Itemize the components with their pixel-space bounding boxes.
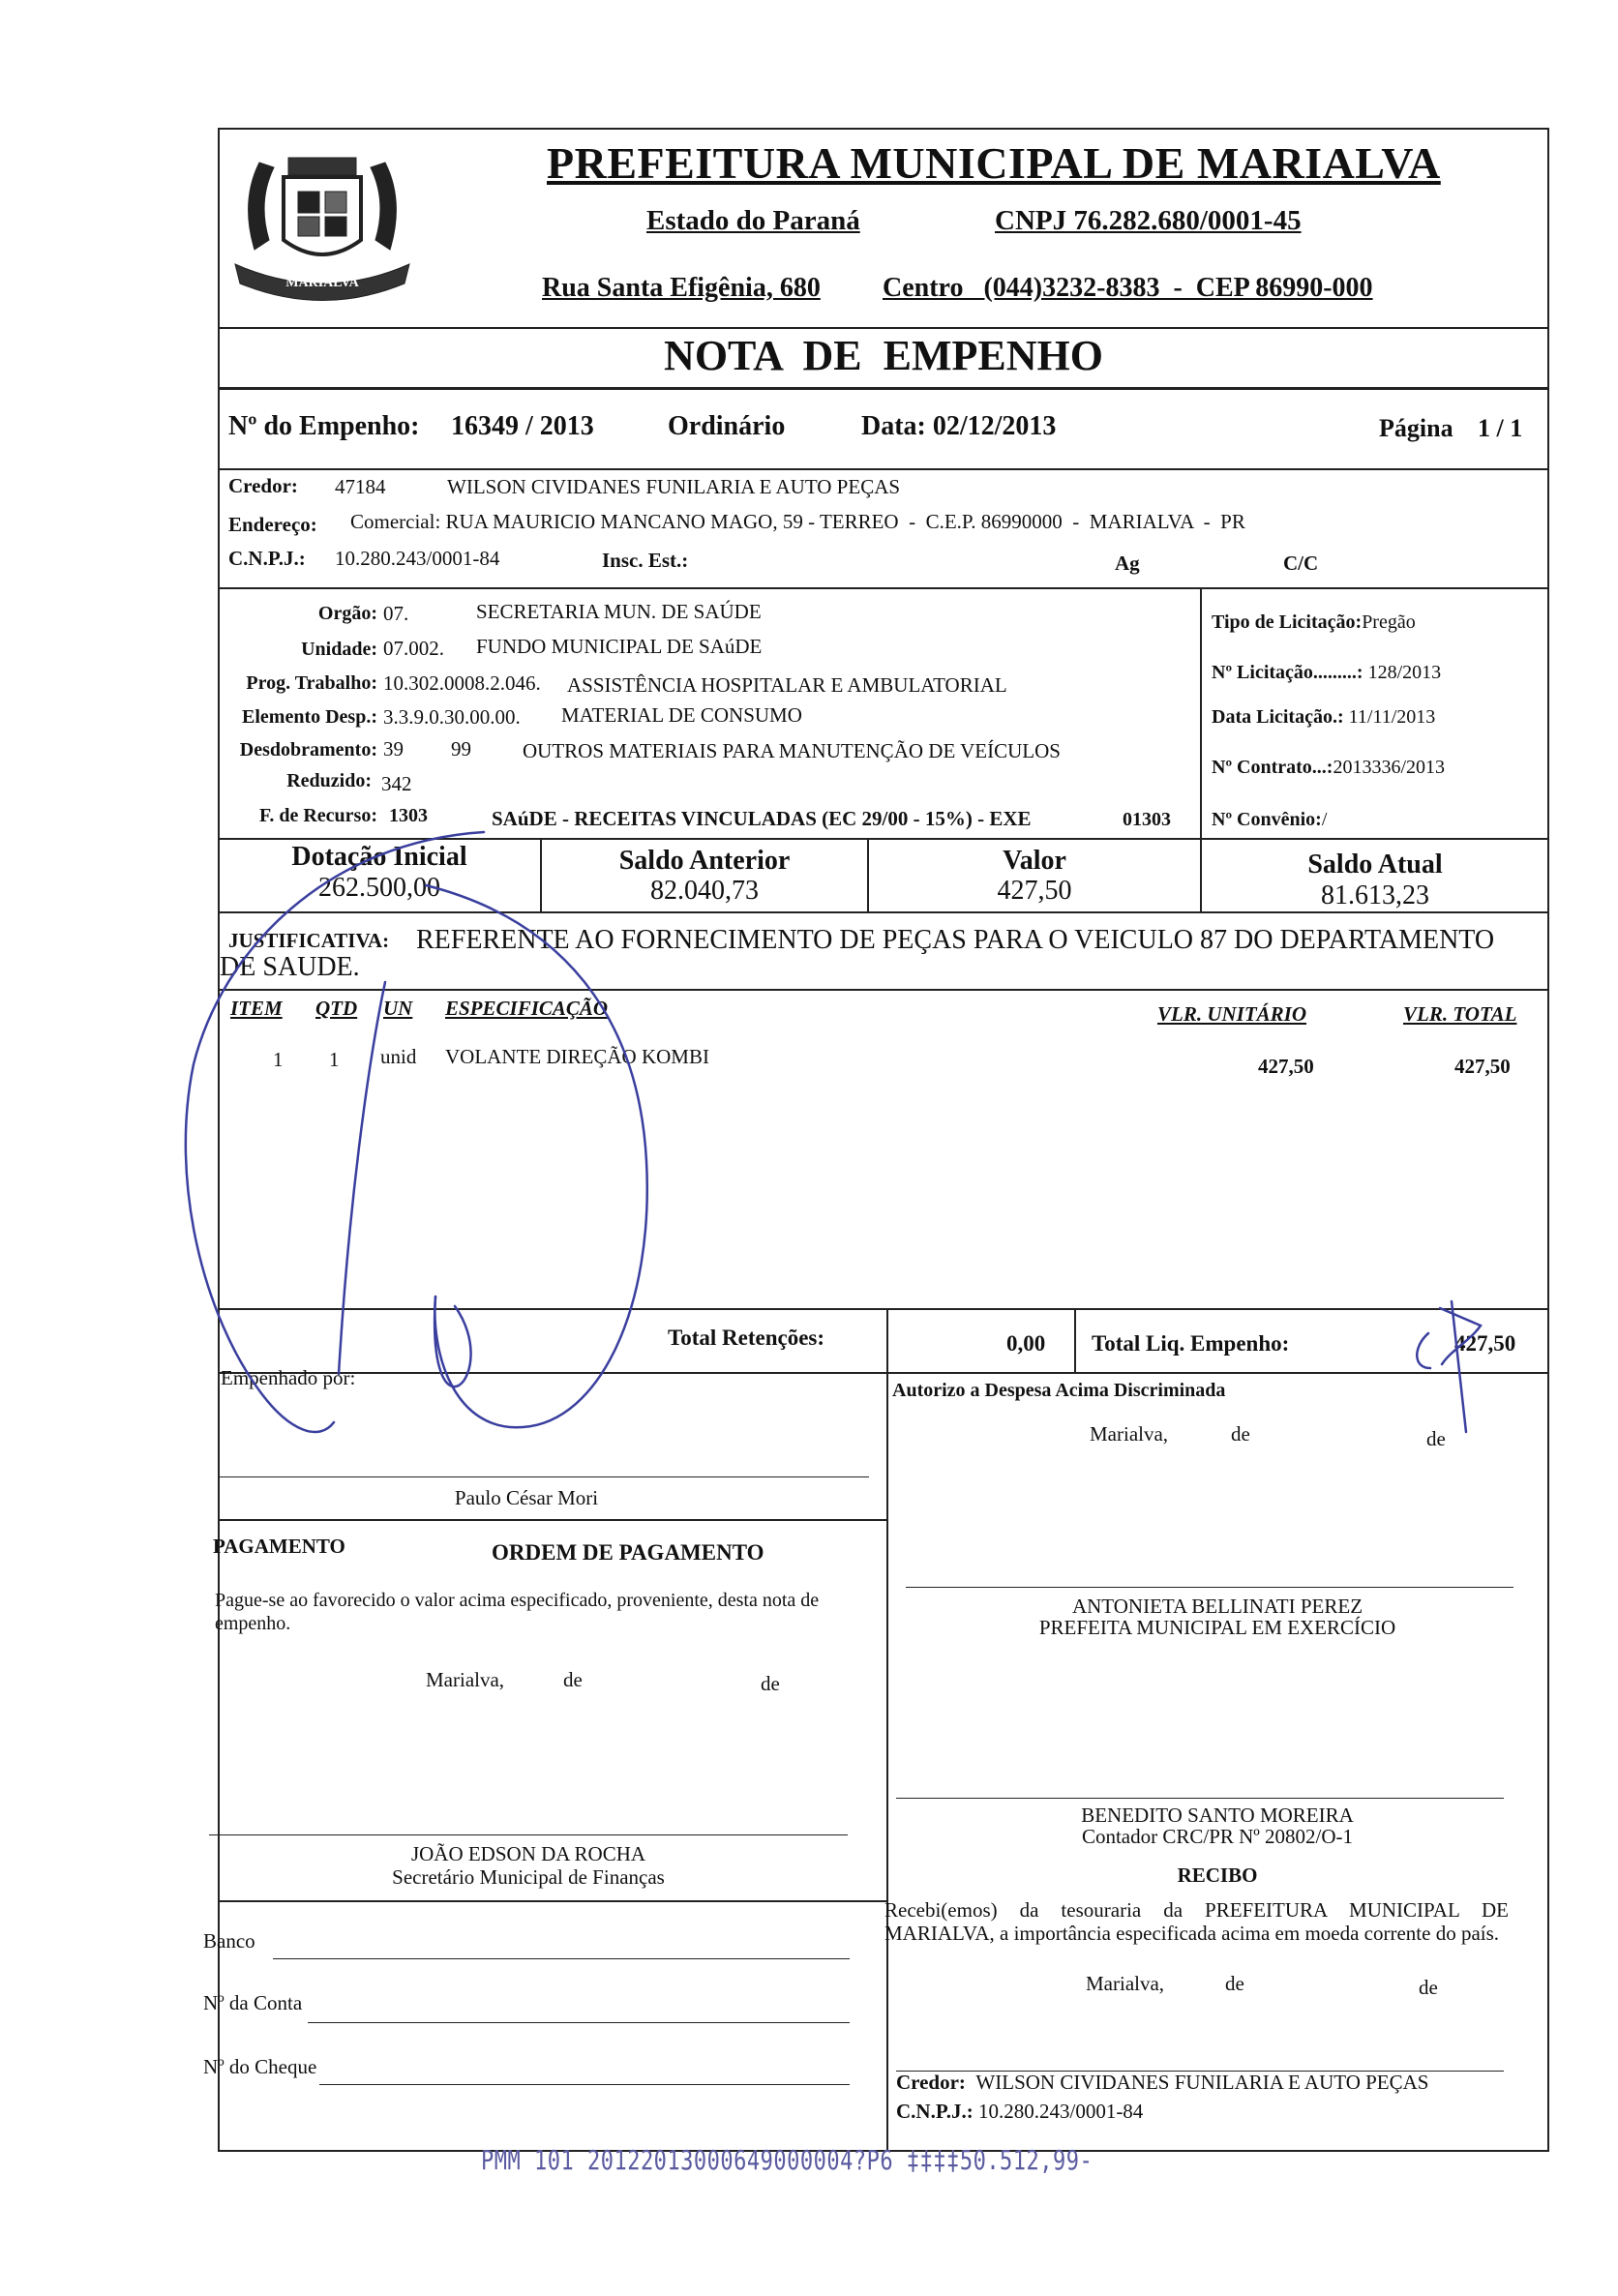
crest-motto: MARIALVA [285,276,359,290]
credor-name: WILSON CIVIDANES FUNILARIA E AUTO PEÇAS [447,475,901,498]
cheque-label: Nº do Cheque [203,2055,317,2078]
header-state: Estado do Paraná [646,205,860,236]
saldo-anterior-label: Saldo Anterior [618,846,791,876]
cc-label: C/C [1283,552,1319,575]
licitacao-data-label: Data Licitação.: [1212,706,1344,728]
endereco-label: Endereço: [228,513,317,536]
row-spec: VOLANTE DIREÇÃO KOMBI [445,1045,709,1068]
licitacao-numero-label: Nº Licitação.........: [1212,662,1363,683]
prog-code: 10.302.0008.2.046. [383,671,541,695]
desdobramento-code1: 39 [383,737,404,760]
prog-label: Prog. Trabalho: [246,672,377,694]
recibo-credor-label: Credor: [896,2071,966,2094]
saldo-anterior-value: 82.040,73 [650,876,759,906]
ag-label: Ag [1115,552,1140,575]
licitacao-convenio-value: / [1321,809,1328,830]
prefeita-name: ANTONIETA BELLINATI PEREZ [1071,1595,1363,1618]
credor-cnpj-label: C.N.P.J.: [228,547,306,570]
header-title: PREFEITURA MUNICIPAL DE MARIALVA [547,138,1441,188]
orgao-label: Orgão: [317,603,377,624]
recibo-cnpj-label: C.N.P.J.: [896,2100,974,2123]
desdobramento-code2: 99 [451,737,471,760]
fonte-label: F. de Recurso: [258,805,377,826]
unidade-code: 07.002. [383,637,444,660]
licitacao-tipo-label: Tipo de Licitação: [1212,611,1363,633]
recibo-label: RECIBO [1177,1864,1258,1887]
valor-value: 427,50 [997,876,1072,906]
pagamento-place: Marialva, [426,1668,505,1691]
insc-est-label: Insc. Est.: [602,549,689,572]
fonte-name: SAúDE - RECEITAS VINCULADAS (EC 29/00 - 15%) - EXE [492,807,1032,830]
empenho-type: Ordinário [668,411,786,441]
dotacao-label: Dotação Inicial [291,842,467,872]
recibo-de1: de [1225,1972,1244,1995]
licitacao-data-value: 11/11/2013 [1348,706,1436,728]
recibo-cnpj-value: 10.280.243/0001-84 [977,2100,1144,2123]
licitacao-contrato-label: Nº Contrato...: [1212,757,1333,778]
justificativa-text-line1: REFERENTE AO FORNECIMENTO DE PEÇAS PARA O VEICULO 87 DO DEPARTAMENTO [416,925,1495,955]
empenho-date: Data: 02/12/2013 [861,411,1057,441]
elemento-label: Elemento Desp.: [242,706,377,728]
row-vlr-total: 427,50 [1454,1055,1511,1078]
secretario-title: Secretário Municipal de Finanças [392,1865,665,1889]
recibo-text: Recebi(emos) da tesouraria da PREFEITURA MUNICIPAL DE MARIALVA, a importância especificada acima em moeda corrente do país. [884,1898,1509,1945]
orgao-name: SECRETARIA MUN. DE SAÚDE [476,600,762,623]
autorizo-label: Autorizo a Despesa Acima Discriminada [892,1380,1226,1401]
pagamento-text: Pague-se ao favorecido o valor acima especificado, proveniente, desta nota de empenho. [215,1590,820,1634]
total-liq-value: 427,50 [1454,1331,1516,1356]
justificativa-label: JUSTIFICATIVA: [228,929,390,952]
elemento-code: 3.3.9.0.30.00.00. [383,705,521,729]
row-item: 1 [273,1048,284,1071]
header-address: Rua Santa Efigênia, 680 [542,273,821,303]
credor-code: 47184 [335,475,386,498]
col-qtd: QTD [315,997,358,1020]
row-vlr-unitario: 427,50 [1258,1055,1314,1078]
total-retencoes-value: 0,00 [1006,1331,1046,1356]
elemento-name: MATERIAL DE CONSUMO [561,703,802,727]
contador-name: BENEDITO SANTO MOREIRA [1081,1804,1354,1827]
document-title: NOTA DE EMPENHO [664,332,1103,379]
conta-label: Nº da Conta [203,1991,303,2014]
fonte-code: 1303 [389,805,428,826]
credor-address: Comercial: RUA MAURICIO MANCANO MAGO, 59 - TERREO - C.E.P. 86990000 - MARIALVA - PR [350,510,1245,533]
autorizo-place: Marialva, [1090,1422,1169,1446]
ordem-pagamento-label: ORDEM DE PAGAMENTO [492,1540,764,1565]
pagamento-de1: de [563,1668,583,1691]
footer-code: PMM 101 20122013000649000004?P6 ‡‡‡‡50.512,99- [481,2146,1094,2177]
pagamento-de2: de [761,1672,780,1695]
valor-label: Valor [1003,846,1066,876]
total-liq-label: Total Liq. Empenho: [1092,1331,1290,1356]
col-especificacao: ESPECIFICAÇÃO [445,997,609,1020]
page-number: 1 / 1 [1478,414,1523,442]
empenho-label: Nº do Empenho: [228,411,420,441]
col-item: ITEM [230,997,283,1020]
empenho-number: 16349 / 2013 [451,411,594,441]
reduzido-value: 342 [381,772,412,795]
unidade-label: Unidade: [301,639,377,660]
col-vlr-unitario: VLR. UNITÁRIO [1157,1002,1307,1026]
reduzido-label: Reduzido: [286,770,372,791]
licitacao-convenio-label: Nº Convênio: [1212,809,1322,830]
saldo-atual-value: 81.613,23 [1321,880,1429,910]
licitacao-numero-value: 128/2013 [1367,662,1442,683]
col-vlr-total: VLR. TOTAL [1403,1002,1517,1026]
secretario-name: JOÃO EDSON DA ROCHA [410,1842,646,1865]
row-un: unid [380,1045,417,1068]
header-cnpj: CNPJ 76.282.680/0001-45 [995,205,1302,236]
autorizo-de1: de [1231,1422,1250,1446]
justificativa-text-line2: DE SAUDE. [220,952,360,982]
credor-cnpj: 10.280.243/0001-84 [335,547,500,570]
dotacao-value: 262.500,00 [318,873,440,903]
recibo-de2: de [1419,1976,1438,1999]
orgao-code: 07. [383,602,409,625]
page-label: Página [1379,414,1453,442]
contador-title: Contador CRC/PR Nº 20802/O-1 [1081,1825,1354,1848]
autorizo-de2: de [1426,1427,1446,1450]
credor-label: Credor: [228,474,298,497]
header-contact: Centro (044)3232-8383 - CEP 86990-000 [883,273,1373,303]
saldo-atual-label: Saldo Atual [1307,850,1443,880]
empenhado-label: Empenhado por: [221,1366,356,1389]
fonte-number: 01303 [1123,809,1171,830]
licitacao-tipo-value: Pregão [1362,611,1416,633]
banco-label: Banco [203,1929,255,1953]
unidade-name: FUNDO MUNICIPAL DE SAúDE [476,635,763,658]
prefeita-title: PREFEITA MUNICIPAL EM EXERCÍCIO [1038,1616,1396,1639]
row-qtd: 1 [329,1048,340,1071]
desdobramento-label: Desdobramento: [239,739,377,760]
col-un: UN [383,997,413,1020]
desdobramento-name: OUTROS MATERIAIS PARA MANUTENÇÃO DE VEÍCULOS [523,739,1061,762]
recibo-credor-name: WILSON CIVIDANES FUNILARIA E AUTO PEÇAS [975,2071,1429,2094]
empenhado-name: Paulo César Mori [454,1486,599,1509]
recibo-place: Marialva, [1086,1972,1165,1995]
pagamento-label: PAGAMENTO [213,1535,345,1558]
prog-name: ASSISTÊNCIA HOSPITALAR E AMBULATORIAL [567,673,1007,697]
licitacao-contrato-value: 2013336/2013 [1333,757,1446,778]
total-retencoes-label: Total Retenções: [668,1326,825,1350]
